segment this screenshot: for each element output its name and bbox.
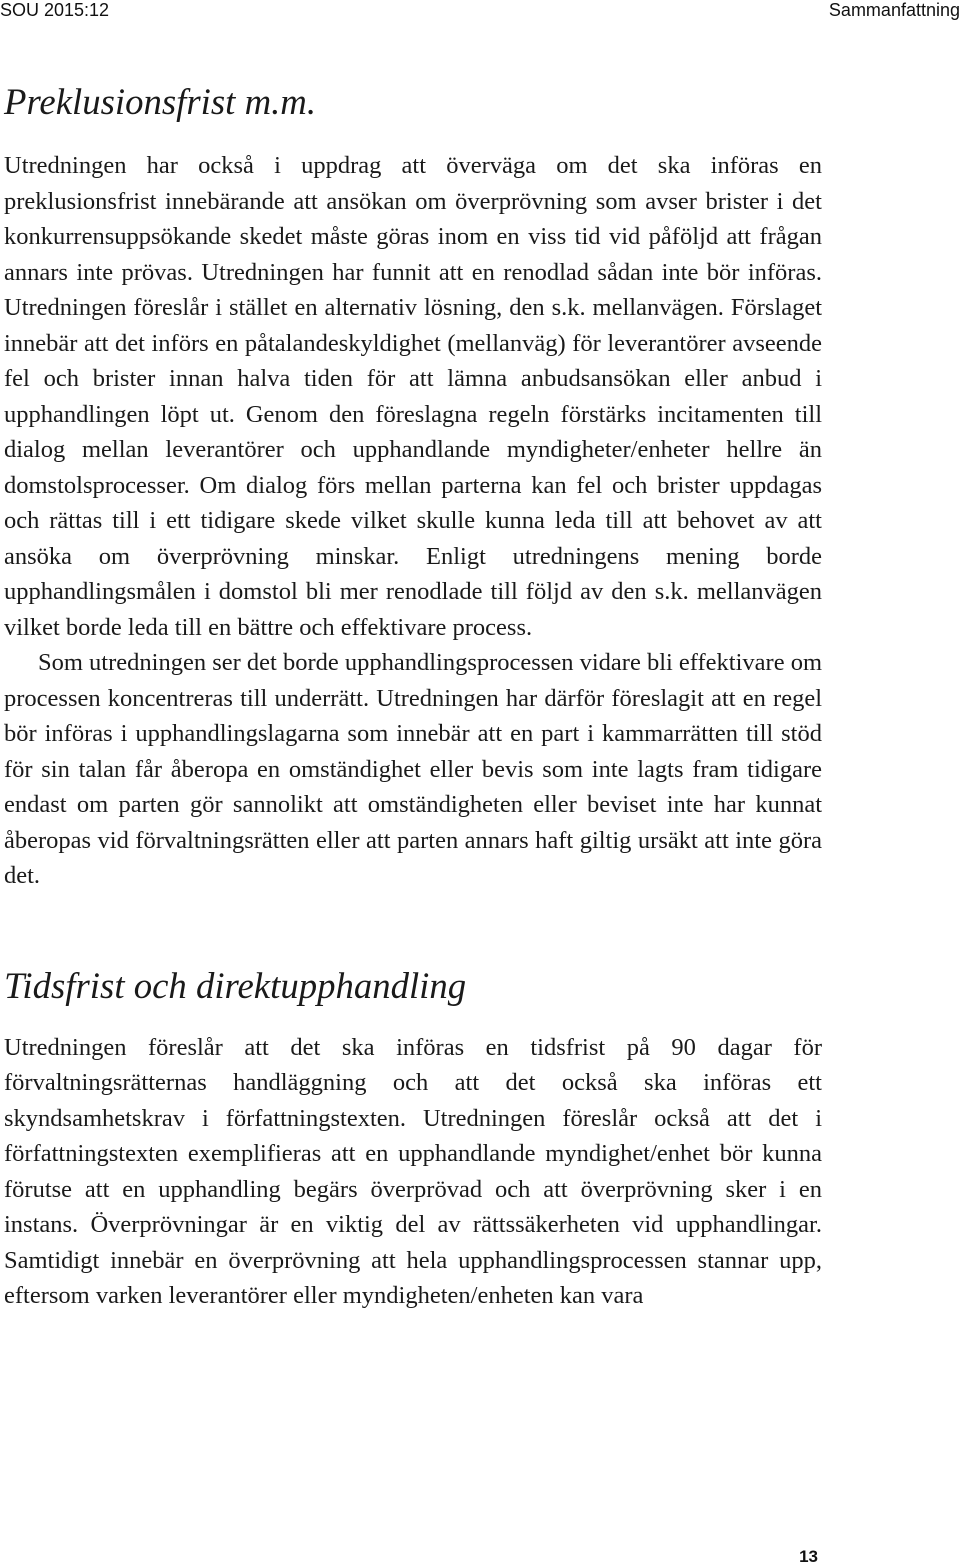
section-heading: Preklusionsfrist m.m. <box>4 81 317 122</box>
chapter-title: Sammanfattning <box>828 0 960 20</box>
section-heading: Tidsfrist och direktupphandling <box>4 964 467 1006</box>
page-number: 13 <box>799 1547 818 1566</box>
body-paragraph: Utredningen har också i uppdrag att överväga om det ska införas en preklusionsfrist innebärande att ansökan om överprövning som avser brister i det konkurrensuppsökande skedet måste göras inom en viss tid vid påföljd att frågan annars inte prövas. Utredningen har funnit att en renodlad sådan inte bör införas. Utredningen föreslår i stället en alternativ lösning, den s.k. mellanvägen. Förslaget innebär att det införs en påtalandeskyldighet (mellanväg) för leverantörer avseende fel och brister innan halva tiden för att lämna anbudsansökan eller anbud i upphandlingen löpt ut. Genom den föreslagna regeln förstärks incitamenten till dialog mellan leverantörer och upphandlande myndigheter/enheter hellre än domstolsprocesser. Om dialog förs mellan parterna kan fel och brister uppdagas och rättas till i ett tidigare skede vilket skulle kunna leda till att behovet av att ansöka om överprövning minskar. Enligt utredningens mening borde upphandlingsmålen i domstol bli mer renodlade till följd av den s.k. mellanvägen vilket borde leda till en bättre och effektivare process. <box>4 152 822 641</box>
running-header <box>0 0 960 28</box>
body-paragraph: Som utredningen ser det borde upphandlingsprocessen vidare bli effektivare om processen koncentreras till underrätt. Utredningen har därför föreslagit att en regel bör införas i upphandlingslagarna som innebär att en part i kammarrätten till stöd för sin talan får åberopa en omständighet eller bevis som inte lagts fram tidigare endast om parten gör sannolikt att omständigheten eller beviset inte har kunnat åberopas vid förvaltningsrätten eller att parten annars haft giltig ursäkt att inte göra det. <box>4 649 823 889</box>
report-id: SOU 2015:12 <box>0 0 110 20</box>
body-paragraph: Utredningen föreslår att det ska införas en tidsfrist på 90 dagar för förvaltningsrätternas handläggning och att det också ska införas ett skyndsamhetskrav i författningstexten. Utredningen föreslår också att det i författningstexten exemplifieras att en upphandlande myndighet/enhet bör kunna förutse att en upphandling begärs överprövad och att överprövning sker i en instans. Överprövningar är en viktig del av rättssäkerheten vid upphandlingar. Samtidigt innebär en överprövning att hela upphandlingsprocessen stannar upp, eftersom varken leverantörer eller myndigheten/enheten kan vara <box>4 1033 822 1309</box>
page-body <box>4 80 822 1314</box>
